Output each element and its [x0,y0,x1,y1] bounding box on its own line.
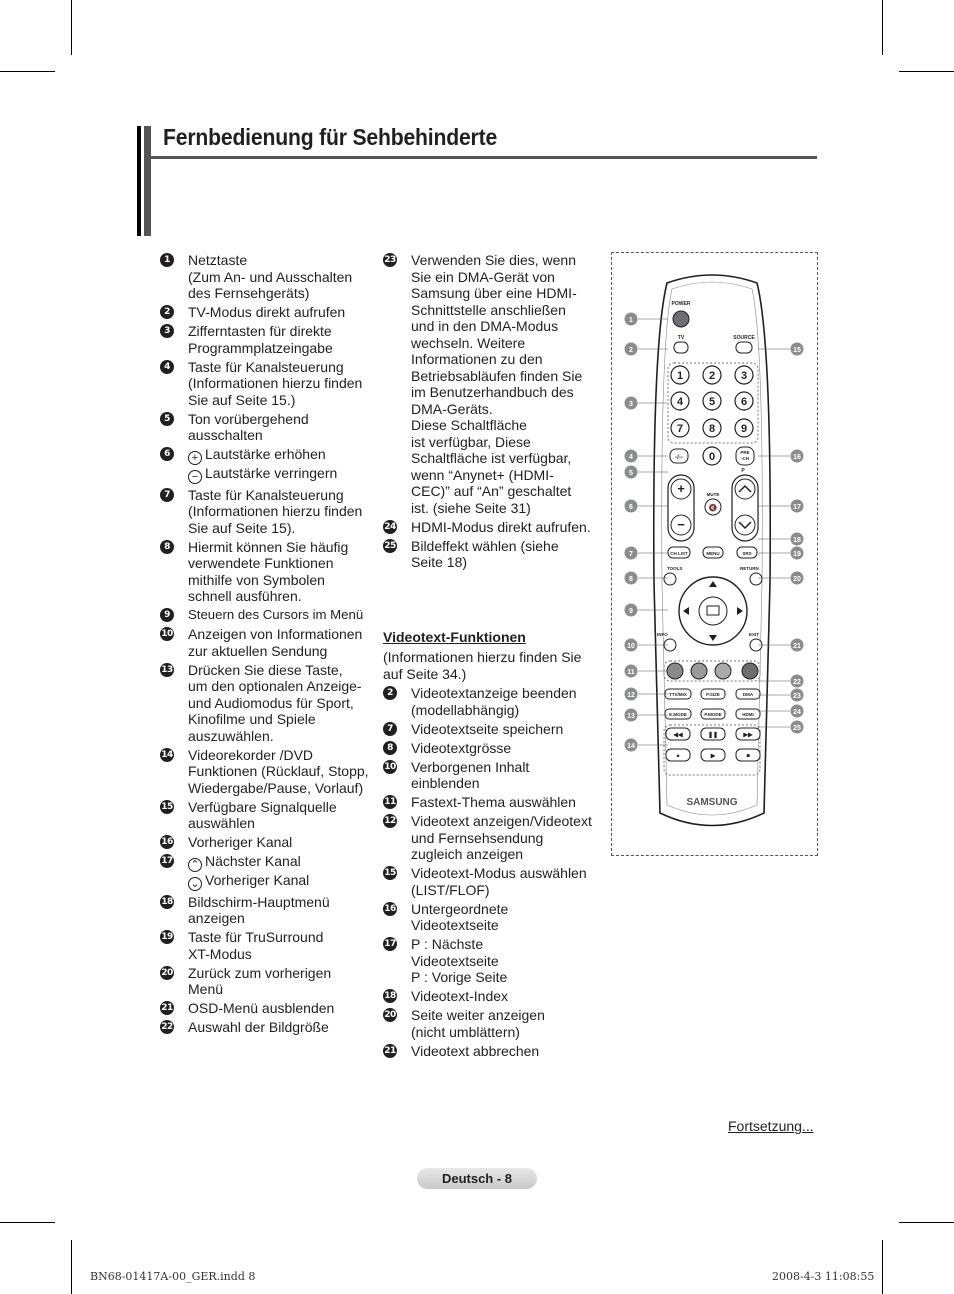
source-label: SOURCE [733,335,755,341]
callout-number: 21 [793,643,801,650]
color-button [691,663,707,679]
callout-number: 17 [793,504,801,511]
callout-number: 6 [629,504,633,511]
list-item [383,252,595,516]
color-button [715,663,731,679]
tools-button [664,573,676,585]
p-label: P [741,468,745,474]
item-number: 24 [384,521,396,532]
videotext-heading: Videotext-Funktionen [383,628,526,645]
item-text: Lautstärke erhöhen [205,446,326,462]
list-item [160,747,370,797]
callout-number: 19 [793,551,801,558]
item-text: Videotext anzeigen/Videotext und Fernsehsendung zugleich anzeigen [411,813,592,862]
footer-file: BN68-01417A-00_GER.indd 8 [90,1270,256,1283]
plus-icon: + [188,451,202,465]
item-number: 23 [384,255,396,265]
return-button [750,573,762,585]
list-item [383,988,595,1005]
color-button [742,663,758,679]
item-text: Vorheriger Kanal [188,834,293,850]
item-text: Videotextanzeige beenden (modellabhängig) [411,685,577,718]
item-number: 20 [161,967,173,978]
callout-number: 15 [793,347,801,354]
list-item [160,1000,370,1017]
column-left [160,252,370,1038]
enter-button [699,597,727,625]
item-number: 10 [161,629,173,639]
list-item [383,901,595,934]
item-number: 2 [160,305,174,319]
item-text: Taste für TruSurround XT-Modus [188,929,324,962]
list-item [160,965,370,998]
item-number: 18 [384,991,396,1001]
title-rule [151,156,817,159]
crop-mark [899,71,954,72]
item-number: 15 [384,868,396,878]
mute-icon: 🔇 [708,505,718,512]
list-item [383,538,595,571]
item-number: 3 [160,324,174,338]
ttx-mix-label: TTX/MIX [669,692,687,697]
callout-number: 1 [629,317,633,324]
callout-number: 5 [629,470,633,477]
list-item [160,487,370,537]
minus-icon: − [188,470,202,484]
item-number: 17 [161,856,173,866]
chevron-up-icon: ⌃ [188,858,202,872]
item-text: OSD-Menü ausblenden [188,1000,335,1016]
pre-ch-label: -CH [741,456,749,461]
item-text: HDMI-Modus direkt aufrufen. [411,518,591,535]
list-item [160,411,370,444]
p-mode-label: P.MODE [704,712,722,717]
list-item [160,853,370,891]
crop-mark [899,1222,954,1223]
callout-number: 18 [793,537,801,544]
item-text: Bildeffekt wählen (siehe Seite 18) [411,537,559,570]
list-item [383,759,595,792]
item-text: Taste für Kanalsteuerung (Informationen hierzu finden Sie auf Seite 15.) [188,358,363,408]
callout-number: 8 [629,576,633,583]
list-item [160,662,370,745]
item-text: Netztaste (Zum An- und Ausschalten des Fernsehgeräts) [188,252,353,301]
item-number: 15 [161,801,173,812]
stop-icon: ■ [746,753,750,760]
srs-label: SRS [742,551,752,556]
minus-icon: − [677,517,685,532]
source-button [736,342,752,353]
item-number: 6 [160,447,174,461]
list-item [383,865,595,898]
list-item [383,685,595,718]
callout-number: 23 [793,693,801,700]
dash-label: -/-- [675,455,683,461]
item-text: Zifferntasten für direkte Programmplatzeingabe [188,323,333,356]
list-item [160,252,370,302]
list-item [383,936,595,986]
rewind-icon: ◀◀ [673,732,683,739]
list-item [160,834,370,851]
digit-label: 6 [740,396,748,408]
list-item [160,894,370,927]
list-item [160,1019,370,1036]
item-text: Nächster Kanal [205,853,301,869]
item-number: 11 [384,797,396,807]
item-text: P : Vorige Seite [411,969,508,985]
crop-mark [882,0,883,55]
item-number: 9 [160,608,174,622]
exit-label: EXIT [749,632,760,637]
list-item [160,799,370,832]
list-item [383,1007,595,1040]
dma-label: DMA [742,692,754,697]
crop-mark [0,1222,55,1223]
item-text: Bildschirm-Hauptmenü anzeigen [188,893,330,926]
item-text: Ton vorübergehend ausschalten [188,410,309,443]
item-text: Auswahl der Bildgröße [188,1019,329,1035]
item-text: Videotextgrösse [411,739,512,756]
videotext-intro: (Informationen hierzu finden Sie auf Seite 34.) [383,649,582,682]
crop-mark [71,0,72,55]
item-number: 25 [384,540,396,551]
callout-number: 13 [627,713,635,720]
item-number: 7 [160,488,174,502]
item-text: Taste für Kanalsteuerung (Informationen hierzu finden Sie auf Seite 15). [188,486,363,536]
item-number: 1 [160,253,174,267]
list-item [383,721,595,738]
crop-mark [882,1240,883,1294]
item-text: Zurück zum vorherigen Menü [188,964,332,997]
item-number: 20 [384,1010,396,1020]
item-text: Lautstärke verringern [205,465,338,481]
item-text: Steuern des Cursors im Menü [188,607,364,622]
record-icon: ● [676,753,680,760]
item-text: Videotext abbrechen [411,1042,540,1059]
digit-label: 5 [708,396,716,408]
list-item [383,794,595,811]
callout-number: 22 [793,679,801,686]
callout-number: 3 [629,401,633,408]
callout-number: 7 [629,551,633,558]
page-title: Fernbedienung für Sehbehinderte [163,124,498,150]
tv-label: TV [677,335,685,341]
item-number: 10 [384,761,396,772]
callout-number: 20 [793,576,801,583]
remote-control-illustration [612,253,817,855]
e-mode-label: E.MODE [669,712,687,717]
item-text: Seite weiter anzeigen (nicht umblättern) [411,1007,545,1040]
column-middle [383,252,595,1062]
item-text: Videorekorder /DVD Funktionen (Rücklauf, Stopp, Wiedergabe/Pause, Vorlauf) [188,746,369,796]
crop-mark [71,1240,72,1294]
digit-label: 1 [676,370,684,382]
item-number: 8 [160,540,174,554]
item-text: Untergeordnete Videotextseite [411,900,509,933]
item-number: 16 [161,837,173,847]
item-number: 22 [161,1022,173,1032]
item-text: Videotext-Modus auswählen (LIST/FLOF) [411,865,587,898]
item-text: Verwenden Sie dies, wenn Sie ein DMA-Gerät von Samsung über eine HDMI- Schnittstelle anschließen und in den DMA-Modus wechseln. Weitere Informationen zu den Betriebsabläufen finden Sie im Benutzerhandbuch des DMA-Geräts. Diese Schaltfläche ist verfügbar, Diese Schaltfläche ist verfügbar, wenn “Anynet+ (HDMI- CEC)” auf “An” geschaltet ist. (siehe Seite 31) [411,252,583,516]
item-number: 19 [161,932,173,942]
title-bar [137,126,151,236]
item-number: 12 [384,816,396,826]
callout-number: 10 [627,643,635,650]
digit-label: 2 [708,370,716,382]
item-text: Verfügbare Signalquelle auswählen [188,798,337,831]
callout-number: 12 [627,692,635,699]
digit-label: 3 [740,370,748,382]
list-item [160,304,370,321]
tools-label: TOOLS [667,566,683,571]
callout-number: 25 [793,725,801,732]
item-number: 8 [383,741,397,755]
digit-label: 8 [708,423,716,435]
continuation-link[interactable]: Fortsetzung... [728,1118,814,1134]
item-text: Vorheriger Kanal [205,872,310,888]
p-size-label: P.SIZE [706,692,720,697]
item-text: P : Nächste Videotextseite [411,936,499,969]
item-number: 14 [161,749,173,760]
pause-icon: ❚❚ [707,732,719,739]
item-number: 13 [161,664,173,675]
channel-down-button [735,515,755,535]
list-item [160,626,370,659]
item-text: Anzeigen von Informationen zur aktuellen Sendung [188,626,363,659]
item-text: TV-Modus direkt aufrufen [188,304,346,320]
samsung-logo: SAMSUNG [686,797,738,808]
tv-button [674,342,688,353]
item-number: 5 [160,412,174,426]
item-text: Verborgenen Inhalt einblenden [411,758,530,791]
digit-label: 0 [708,451,716,463]
item-text: Drücken Sie diese Taste, um den optionalen Anzeige- und Audiomodus für Sport, Kinofilme und Spiele auszuwählen. [188,661,362,744]
channel-up-button [735,479,755,499]
digit-label: 9 [740,423,748,435]
item-text: Videotextseite speichern [411,720,564,737]
list-item [160,929,370,962]
chevron-down-icon: ⌄ [188,877,202,891]
list-item [160,323,370,356]
crop-mark [0,71,55,72]
callout-number: 2 [629,347,633,354]
list-item [383,740,595,757]
item-number: 18 [161,896,173,907]
callout-number: 11 [627,669,635,676]
item-number: 21 [161,1003,173,1013]
footer-date: 2008-4-3 11:08:55 [772,1270,875,1283]
list-item [160,607,370,624]
digit-label: 4 [676,396,684,408]
info-label: INFO [657,632,668,637]
page-number: Deutsch - 8 [417,1168,537,1189]
list-item [383,813,595,863]
list-item [160,359,370,409]
pre-ch-label: PRE [740,450,750,455]
item-text: Fastext-Thema auswählen [411,794,576,810]
callout-number: 24 [793,709,801,716]
remote-figure [611,252,818,856]
item-text: Videotext-Index [411,988,509,1004]
power-label: POWER [671,301,691,307]
forward-icon: ▶▶ [743,732,753,739]
item-text: Hiermit können Sie häufig verwendete Funktionen mithilfe von Symbolen schnell ausführen. [188,538,349,604]
menu-label: MENU [706,551,720,556]
digit-label: 7 [676,423,684,435]
list-item [160,539,370,605]
item-number: 2 [383,686,397,700]
callout-number: 4 [629,454,633,461]
item-number: 7 [383,722,397,736]
item-number: 16 [384,903,396,914]
plus-icon: + [677,481,685,496]
ch-list-label: CH LIST [670,551,688,556]
callout-number: 16 [793,454,801,461]
mute-label: MUTE [706,492,720,497]
callout-number: 14 [627,743,635,750]
list-item [160,446,370,484]
return-label: RETURN [740,566,759,571]
list-item [383,1043,595,1060]
play-icon: ▶ [710,753,716,760]
hdmi-label: HDMI [742,712,754,717]
list-item [383,519,595,536]
color-button [667,663,683,679]
item-number: 17 [384,939,396,949]
callout-number: 9 [629,608,633,615]
power-button [673,311,689,327]
item-number: 4 [160,360,174,374]
item-number: 21 [384,1045,396,1056]
